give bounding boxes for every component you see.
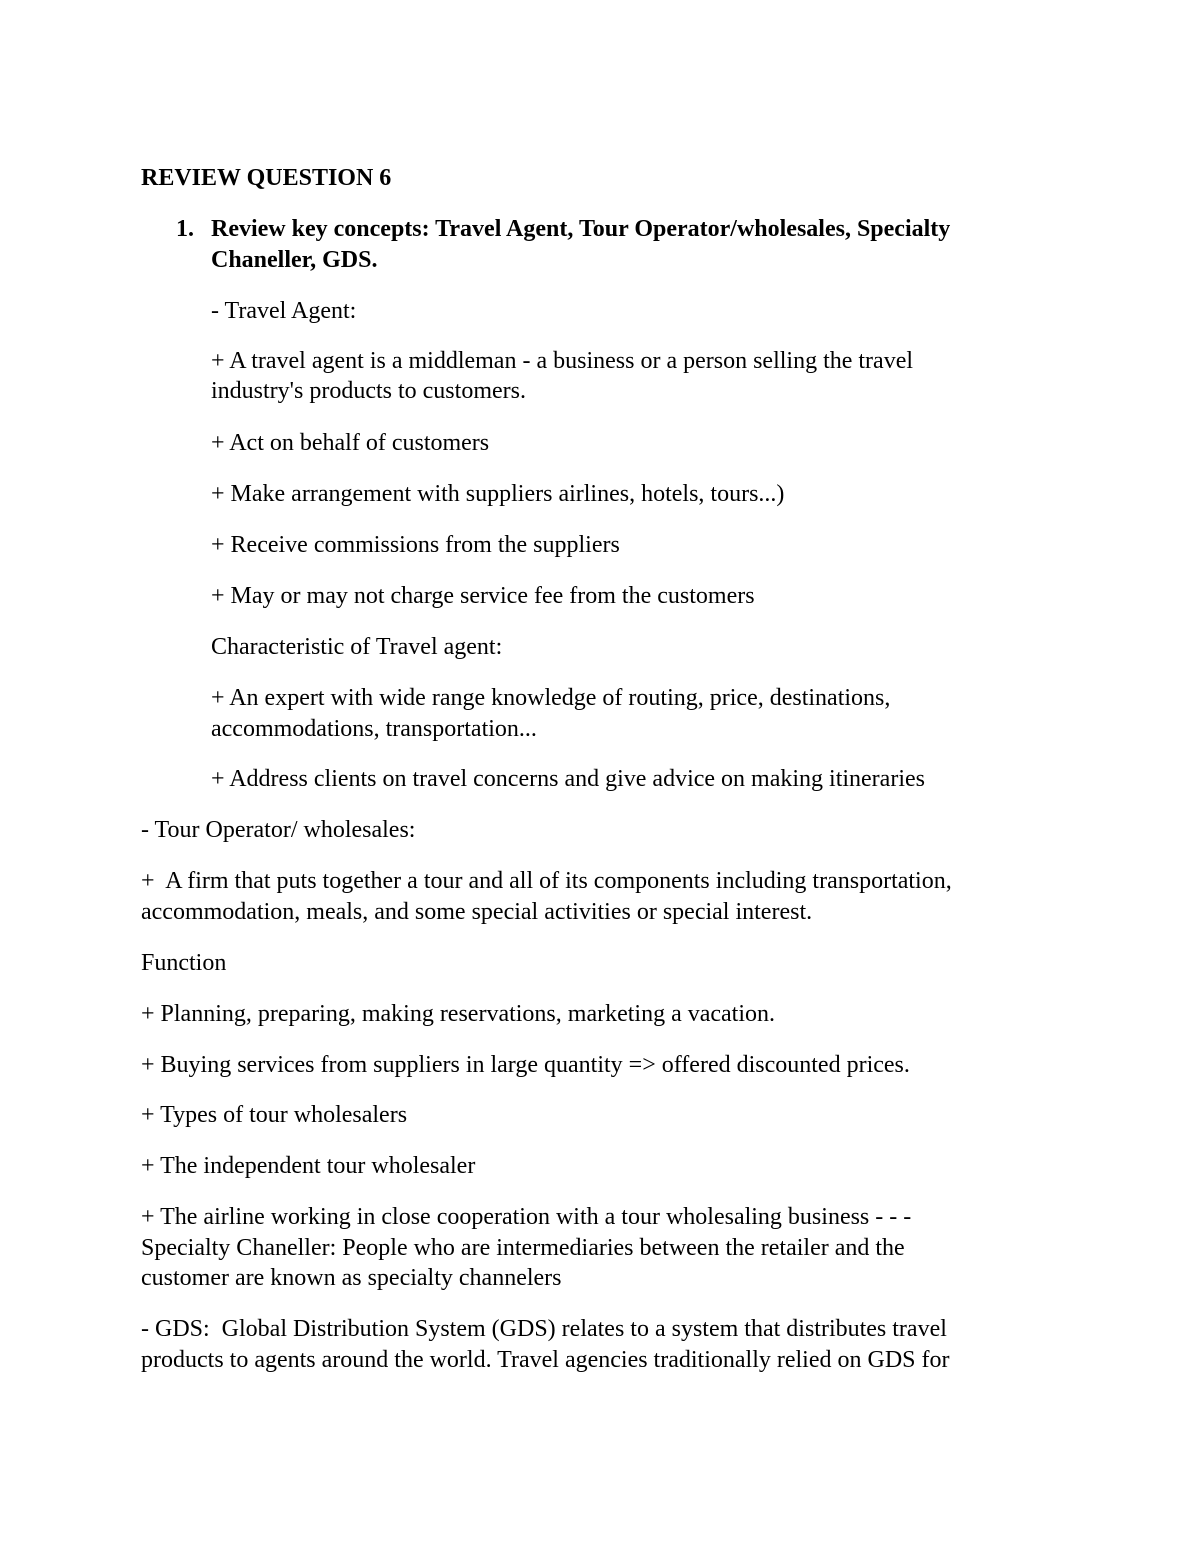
function-point-line-1: + The airline working in close cooperation with a tour wholesaling business - - - [141,1204,912,1230]
function-heading: Function [141,950,227,976]
travel-agent-point: + May or may not charge service fee from the customers [211,583,755,609]
function-point: + Types of tour wholesalers [141,1102,408,1128]
tour-operator-definition-line-1: + A firm that puts together a tour and all of its components including transportation, [141,868,952,894]
function-point-line-2: Specialty Chaneller: People who are intermediaries between the retailer and the [141,1235,905,1261]
function-point: + The independent tour wholesaler [141,1153,476,1179]
tour-operator-definition-line-2: accommodation, meals, and some special activities or special interest. [141,899,813,925]
question-text-line-1: Review key concepts: Travel Agent, Tour Operator/wholesales, Specialty [211,216,951,242]
travel-agent-point: + Receive commissions from the suppliers [211,532,620,558]
page-title: REVIEW QUESTION 6 [141,165,392,191]
gds-definition-line-1: - GDS: Global Distribution System (GDS) relates to a system that distributes travel [141,1316,947,1342]
function-point-line-3: customer are known as specialty channelers [141,1265,562,1291]
tour-operator-heading: - Tour Operator/ wholesales: [141,817,416,843]
characteristic-point-line-1: + An expert with wide range knowledge of routing, price, destinations, [211,685,891,711]
travel-agent-heading: - Travel Agent: [211,298,357,324]
travel-agent-point: + Act on behalf of customers [211,430,490,456]
characteristic-heading: Characteristic of Travel agent: [211,634,503,660]
travel-agent-point: + Make arrangement with suppliers airlines, hotels, tours...) [211,481,785,507]
function-point: + Buying services from suppliers in large quantity => offered discounted prices. [141,1052,910,1078]
question-text-line-2: Chaneller, GDS. [211,247,378,273]
travel-agent-definition-line-1: + A travel agent is a middleman - a business or a person selling the travel [211,348,914,374]
characteristic-point-line-2: accommodations, transportation... [211,716,537,742]
question-number: 1. [176,216,194,242]
travel-agent-definition-line-2: industry's products to customers. [211,378,526,404]
gds-definition-line-2: products to agents around the world. Travel agencies traditionally relied on GDS for [141,1347,950,1373]
characteristic-point: + Address clients on travel concerns and give advice on making itineraries [211,766,925,792]
function-point: + Planning, preparing, making reservations, marketing a vacation. [141,1001,776,1027]
